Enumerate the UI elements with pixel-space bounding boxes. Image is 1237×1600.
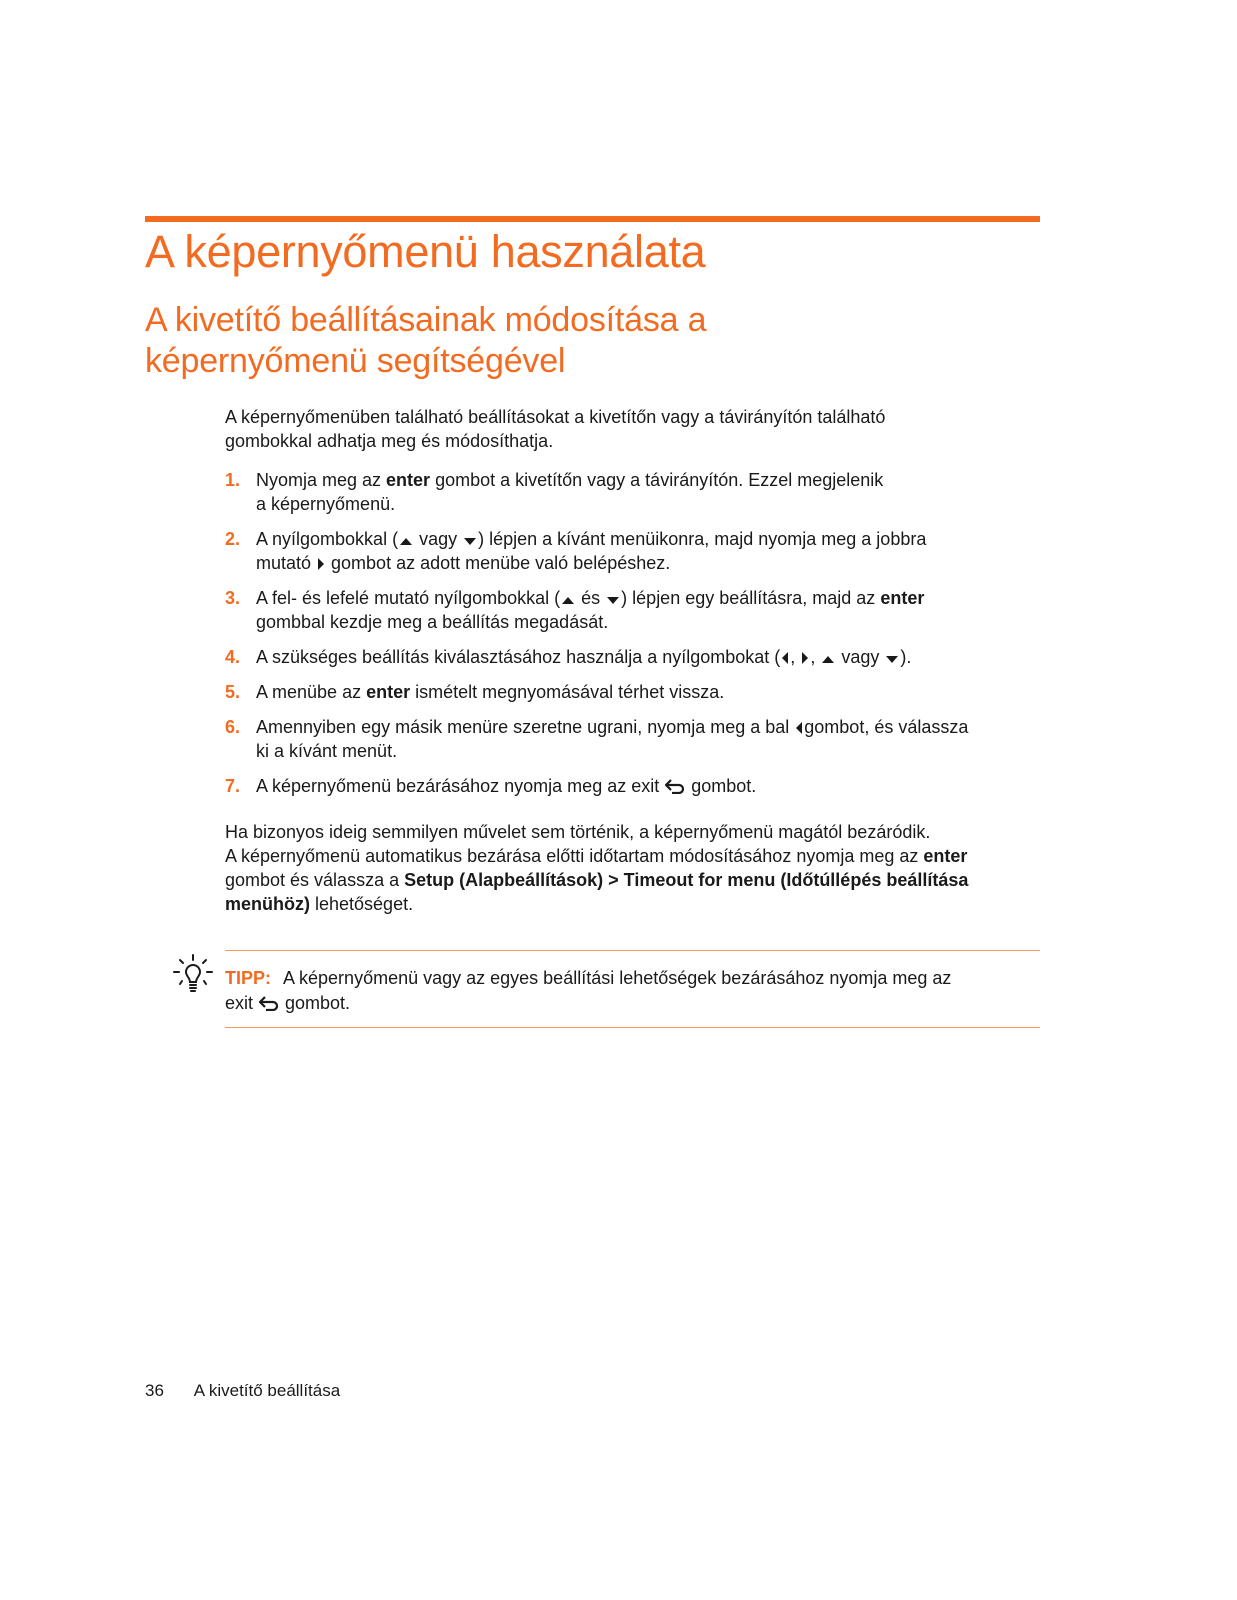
up-arrow-icon	[820, 653, 836, 665]
up-arrow-icon	[398, 535, 414, 547]
list-item: 2. A nyílgombokkal ( vagy ) lépjen a kívánt menüikonra, majd nyomja meg a jobbra mutató gombot az adott menübe való belépéshez.	[225, 529, 927, 573]
left-arrow-icon	[794, 721, 804, 735]
lightbulb-icon	[171, 953, 215, 997]
section-heading-line: A kivetítő beállításainak módosítása a	[145, 301, 707, 339]
step-number: 3.	[225, 588, 241, 608]
exit-icon	[664, 778, 686, 794]
intro-paragraph: A képernyőmenüben található beállításokat a kivetítőn vagy a távirányítón található gombokkal adhatja meg és módosíthatja.	[225, 407, 886, 451]
list-item: 6. Amennyiben egy másik menüre szeretne ugrani, nyomja meg a bal gombot, és válassza ki a kívánt menüt.	[225, 717, 969, 761]
left-arrow-icon	[780, 651, 790, 665]
down-arrow-icon	[884, 653, 900, 665]
exit-icon	[258, 995, 280, 1011]
tip-note: TIPP: A képernyőmenü vagy az egyes beállítási lehetőségek bezárásához nyomja meg az exit gombot.	[225, 968, 952, 1013]
section-heading-line: képernyőmenü segítségével	[145, 342, 566, 380]
step-number: 6.	[225, 717, 241, 737]
page-footer	[145, 1380, 340, 1402]
step-number: 5.	[225, 682, 241, 702]
footer-section-title: A kivetítő beállítása	[193, 1381, 341, 1400]
down-arrow-icon	[462, 535, 478, 547]
page-title: A képernyőmenü használata	[145, 226, 706, 277]
down-arrow-icon	[605, 594, 621, 606]
list-item: 7. A képernyőmenü bezárásához nyomja meg az exit gombot.	[225, 776, 757, 796]
list-item: 5. A menübe az enter ismételt megnyomásával térhet vissza.	[225, 682, 725, 702]
page-number: 36	[145, 1381, 164, 1400]
list-item: 1. Nyomja meg az enter gombot a kivetítőn vagy a távirányítón. Ezzel megjelenik a képernyőmenü.	[225, 470, 884, 514]
up-arrow-icon	[560, 594, 576, 606]
list-item: 4. A szükséges beállítás kiválasztásához használja a nyílgombokat ( , , vagy ).	[225, 647, 912, 667]
tip-top-rule	[225, 950, 1040, 951]
timeout-paragraph: Ha bizonyos ideig semmilyen művelet sem történik, a képernyőmenü magától bezáródik. A képernyőmenü automatikus bezárása előtti időtartam módosításához nyomja meg az enter gombot és válassza a Setup (Alapbeállítások) > Timeout for menu (Időtúllépés beállítása menühöz) lehetőséget.	[225, 822, 969, 914]
section-heading	[145, 300, 706, 382]
title-rule	[145, 216, 1040, 222]
steps-list	[225, 468, 1040, 809]
tip-bottom-rule	[225, 1027, 1040, 1028]
tip-label: TIPP:	[225, 968, 272, 988]
right-arrow-icon	[316, 557, 326, 571]
step-number: 2.	[225, 529, 241, 549]
list-item: 3. A fel- és lefelé mutató nyílgombokkal ( és ) lépjen egy beállításra, majd az enter gombbal kezdje meg a beállítás megadását.	[225, 588, 925, 632]
right-arrow-icon	[800, 651, 810, 665]
step-number: 1.	[225, 470, 241, 490]
step-number: 7.	[225, 776, 241, 796]
step-number: 4.	[225, 647, 241, 667]
